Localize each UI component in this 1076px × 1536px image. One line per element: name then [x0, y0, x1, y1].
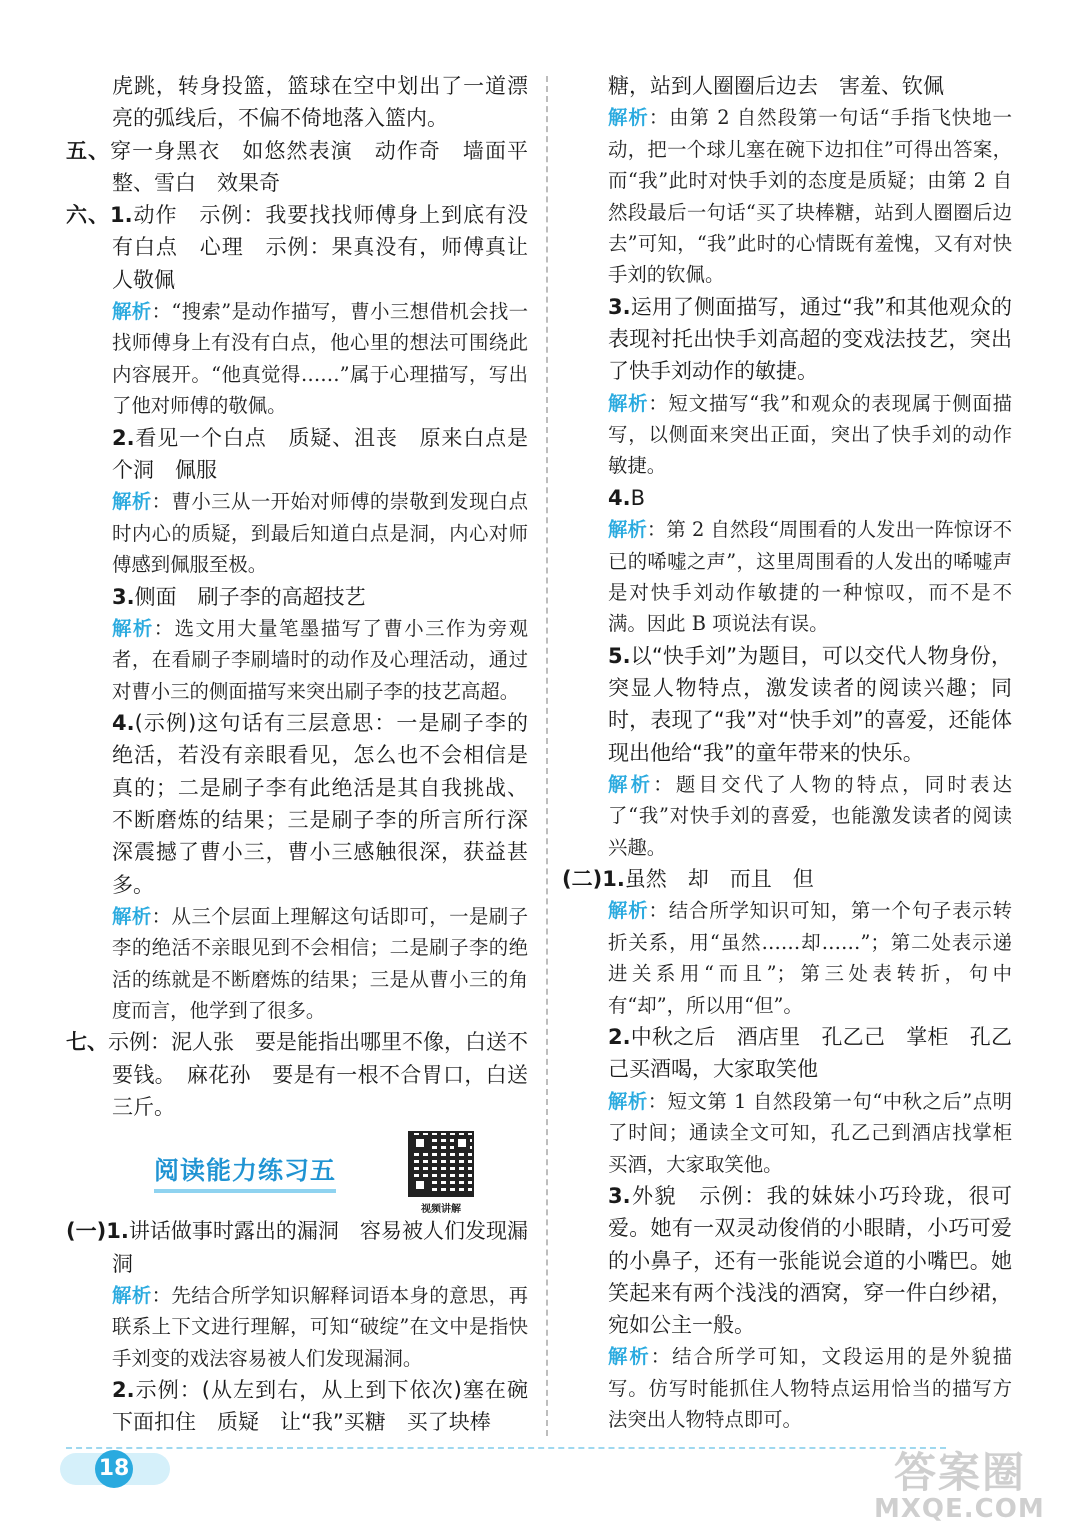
question-7-answer: 示例：泥人张 要是能指出哪里不像，白送不要钱。 麻花孙 要是有一根不合胃口，白送三斤。 — [108, 1030, 528, 1120]
question-5 — [66, 135, 528, 200]
subsection-1-question-1 — [66, 1215, 528, 1280]
question-5-answer: 穿一身黑衣 如悠然表演 动作奇 墙面平整、雪白 效果奇 — [110, 138, 529, 195]
explanation-tag: 解析 — [112, 904, 152, 928]
subsection-2-question-3-num: 3. — [608, 1183, 631, 1208]
explanation-tag: 解析 — [112, 1283, 152, 1307]
right-column — [562, 70, 1012, 1436]
explanation-6-3: 解析：选文用大量笔墨描写了曹小三作为旁观者，在看刷子李刷墙时的动作及心理活动，通过对曹小三的侧面描写来突出刷子李的技艺高超。 — [112, 616, 529, 703]
explanation-s1-1-text: 先结合所学知识解释词语本身的意思，再联系上下文进行理解，可知“破绽”在文中是指快手刘变的戏法容易被人们发现漏洞。 — [112, 1283, 529, 1370]
explanation-s1-4: 解析：第 2 自然段“周围看的人发出一阵惊讶不已的唏嘘之声”，这里周围看的人发出的唏嘘声是对快手刘动作敏捷的一种惊叹，而不是不满。因此 B 项说法有误。 — [608, 518, 1013, 636]
explanation-s1-3: 解析：短文描写“我”和观众的表现属于侧面描写，以侧面来突出正面，突出了快手刘的动作敏捷。 — [608, 391, 1013, 478]
explanation-tag: 解析 — [608, 106, 649, 130]
explanation-s2-1: 解析：结合所学知识可知，第一个句子表示转折关系，用“虽然……却……”；第二处表示递进关系用“而且”；第三处表转折，句中有“却”，所以用“但”。 — [608, 899, 1013, 1017]
question-6-4-answer: (示例)这句话有三层意思：一是刷子李的绝活，若没有亲眼看见，怎么也不会相信是真的；二是刷子李有此绝活是其自我挑战、不断磨炼的结果；三是刷子李的所言所行深深震撼了曹小三，曹小三感触很深，获益甚多。 — [112, 711, 528, 897]
explanation-s2-2-text: 短文第 1 自然段第一句“中秋之后”点明了时间；通读全文可知，孔乙己到酒店找掌柜买酒，大家取笑他。 — [608, 1089, 1012, 1176]
explanation-6-4: 解析：从三个层面上理解这句话即可，一是刷子李的绝活不亲眼见到不会相信；二是刷子李的绝活的练就是不断磨炼的结果；三是从曹小三的角度而言，他学到了很多。 — [112, 904, 529, 1023]
footer-line — [66, 1447, 946, 1449]
subsection-1-question-1-num: 1. — [106, 1219, 129, 1244]
explanation-tag: 解析 — [608, 1089, 648, 1113]
explanation-s1-5-text: 题目交代了人物的特点，同时表达了“我”对快手刘的喜爱，也能激发读者的阅读兴趣。 — [608, 772, 1013, 859]
explanation-s2-3: 解析：结合所学可知，文段运用的是外貌描写。仿写时能抓住人物特点运用恰当的描写方法突出人物特点即可。 — [608, 1345, 1013, 1432]
explanation-tag: 解析 — [608, 772, 654, 796]
question-6-4 — [66, 707, 528, 901]
explanation-s2-3-text: 结合所学可知，文段运用的是外貌描写。仿写时能抓住人物特点运用恰当的描写方法突出人物特点即可。 — [608, 1345, 1013, 1432]
watermark-url: MXQE.COM — [874, 1494, 1045, 1524]
subsection-1-question-5 — [562, 640, 1012, 769]
subsection-1-question-3 — [562, 291, 1012, 388]
subsection-1-question-3-num: 3. — [608, 294, 631, 319]
explanation-s1-1: 解析：先结合所学知识解释词语本身的意思，再联系上下文进行理解，可知“破绽”在文中是指快手刘变的戏法容易被人们发现漏洞。 — [112, 1283, 529, 1370]
subsection-1-label: (一) — [66, 1219, 107, 1244]
question-6-3-answer: 侧面 刷子李的高超技艺 — [134, 584, 366, 609]
explanation-6-2: 解析：曹小三从一开始对师傅的崇敬到发现白点时内心的质疑，到最后知道白点是洞，内心对师傅感到佩服至极。 — [112, 490, 529, 577]
qr-label: 视频讲解 — [421, 1204, 461, 1216]
explanation-tag: 解析 — [608, 1345, 651, 1369]
explanation-6-3-text: 选文用大量笔墨描写了曹小三作为旁观者，在看刷子李刷墙时的动作及心理活动，通过对曹小三的侧面描写来突出刷子李的技艺高超。 — [112, 616, 529, 703]
subsection-1-question-2-num: 2. — [112, 1378, 135, 1403]
subsection-1-question-1-answer: 讲话做事时露出的漏洞 容易被人们发现漏洞 — [112, 1219, 528, 1276]
subsection-2-question-2-answer: 中秋之后 酒店里 孔乙己 掌柜 孔乙己买酒喝，大家取笑他 — [608, 1025, 1012, 1082]
question-6-1 — [66, 199, 528, 296]
subsection-1-question-5-answer: 以“快手刘”为题目，可以交代人物身份，突显人物特点，激发读者的阅读兴趣；同时，表现了“我”对“快手刘”的喜爱，还能体现出他给“我”的童年带来的快乐。 — [608, 643, 1012, 765]
qr-finder-icon — [412, 1177, 428, 1193]
qr-finder-icon — [412, 1135, 428, 1151]
left-column — [66, 70, 528, 1439]
subsection-1-question-3-answer: 运用了侧面描写，通过“我”和其他观众的表现衬托出快手刘高超的变戏法技艺，突出了快手刘动作的敏捷。 — [608, 294, 1012, 384]
section-header — [66, 1131, 528, 1216]
page-number: 18 — [95, 1450, 133, 1488]
explanation-tag: 解析 — [112, 490, 152, 514]
explanation-6-1: 解析：“搜索”是动作描写，曹小三想借机会找一找师傅身上有没有白点，他心里的想法可围绕此内容展开。“他真觉得……”属于心理描写，写出了他对师傅的敬佩。 — [112, 300, 529, 418]
question-6-2 — [66, 422, 528, 487]
explanation-tag: 解析 — [608, 899, 649, 923]
subsection-2-question-3-answer: 外貌 示例：我的妹妹小巧玲珑，很可爱。她有一双灵动俊俏的小眼睛，小巧可爱的小鼻子，还有一张能说会道的小嘴巴。她笑起来有两个浅浅的酒窝，穿一件白纱裙，宛如公主一般。 — [608, 1183, 1012, 1338]
question-6-2-num: 2. — [112, 425, 135, 450]
watermark-logo: 答案圈 — [894, 1448, 1027, 1497]
explanation-6-1-text: “搜索”是动作描写，曹小三想借机会找一找师傅身上有没有白点，他心里的想法可围绕此内容展开。“他真觉得……”属于心理描写，写出了他对师傅的敬佩。 — [112, 300, 529, 418]
explanation-s1-2: 解析：由第 2 自然段第一句话“手指飞快地一动，把一个球儿塞在碗下边扣住”可得出答案，而“我”此时对快手刘的态度是质疑；由第 2 自然段最后一句话“买了块棒糖，站到人圈圈后边去”可知，“我”此时的心情既有羞愧，又有对快手刘的钦佩。 — [608, 106, 1013, 287]
explanation-s1-3-text: 短文描写“我”和观众的表现属于侧面描写，以侧面来突出正面，突出了快手刘的动作敏捷。 — [608, 391, 1013, 478]
section-title: 阅读能力练习五 — [154, 1151, 336, 1193]
question-6-1-answer: 动作 示例：我要找找师傅身上到底有没有白点 心理 示例：果真没有，师傅真让人敬佩 — [112, 203, 529, 292]
qr-finder-icon — [454, 1135, 470, 1151]
question-6-4-num: 4. — [112, 711, 135, 736]
explanation-s1-2-text: 由第 2 自然段第一句话“手指飞快地一动，把一个球儿塞在碗下边扣住”可得出答案，而“我”此时对快手刘的态度是质疑；由第 2 自然段最后一句话“买了块棒糖，站到人圈圈后边去”可知，“我”此时的心情既有羞愧，又有对快手刘的钦佩。 — [608, 106, 1013, 287]
explanation-s2-1-text: 结合所学知识可知，第一个句子表示转折关系，用“虽然……却……”；第二处表示递进关系用“而且”；第三处表转折，句中有“却”，所以用“但”。 — [608, 899, 1013, 1017]
explanation-tag: 解析 — [608, 391, 649, 415]
subsection-1-question-2-answer: 示例：(从左到右，从上到下依次)塞在碗下面扣住 质疑 让“我”买糖 买了块棒 — [112, 1378, 528, 1435]
subsection-2-question-1-answer: 虽然 却 而且 但 — [624, 867, 814, 892]
subsection-2-question-2-num: 2. — [608, 1025, 631, 1050]
explanation-s1-4-text: 第 2 自然段“周围看的人发出一阵惊讶不已的唏嘘之声”，这里周围看的人发出的唏嘘声是对快手刘动作敏捷的一种惊叹，而不是不满。因此 B 项说法有误。 — [608, 518, 1013, 636]
question-6-3 — [66, 581, 528, 613]
subsection-1-question-5-num: 5. — [608, 643, 631, 668]
explanation-tag: 解析 — [608, 518, 647, 542]
question-6-2-answer: 看见一个白点 质疑、沮丧 原来白点是个洞 佩服 — [112, 425, 528, 482]
subsection-1-question-2 — [66, 1374, 528, 1439]
subsection-2-question-1 — [562, 863, 1012, 895]
watermark — [868, 1440, 1068, 1530]
question-6-label: 六、 — [66, 203, 110, 228]
question-7 — [66, 1026, 528, 1123]
qr-code-icon[interactable] — [408, 1131, 474, 1197]
subsection-1-question-4 — [562, 482, 1012, 514]
explanation-tag: 解析 — [112, 300, 152, 324]
subsection-1-question-4-answer: B — [630, 485, 646, 510]
subsection-2-label: (二) — [562, 867, 603, 892]
subsection-2-question-3 — [562, 1180, 1012, 1341]
subsection-2-question-2 — [562, 1021, 1012, 1086]
explanation-tag: 解析 — [112, 616, 154, 640]
explanation-s1-5: 解析：题目交代了人物的特点，同时表达了“我”对快手刘的喜爱，也能激发读者的阅读兴趣。 — [608, 772, 1013, 859]
column-divider — [546, 76, 548, 1436]
question-6-3-num: 3. — [112, 584, 135, 609]
subsection-2-question-1-num: 1. — [602, 867, 625, 892]
subsection-1-question-4-num: 4. — [608, 485, 631, 510]
question-6-1-num: 1. — [109, 203, 133, 228]
answer-continued: 虎跳，转身投篮，篮球在空中划出了一道漂亮的弧线后，不偏不倚地落入篮内。 — [112, 74, 528, 131]
explanation-6-4-text: 从三个层面上理解这句话即可，一是刷子李的绝活不亲眼见到不会相信；二是刷子李的绝活的练就是不断磨炼的结果；三是从曹小三的角度而言，他学到了很多。 — [112, 904, 529, 1023]
question-5-label: 五、 — [66, 138, 111, 163]
question-7-label: 七、 — [66, 1030, 108, 1055]
explanation-s2-2: 解析：短文第 1 自然段第一句“中秋之后”点明了时间；通读全文可知，孔乙己到酒店找掌柜买酒，大家取笑他。 — [608, 1089, 1012, 1176]
answer-continued-right: 糖，站到人圈圈后边去 害羞、钦佩 — [608, 74, 944, 98]
explanation-6-2-text: 曹小三从一开始对师傅的崇敬到发现白点时内心的质疑，到最后知道白点是洞，内心对师傅感到佩服至极。 — [112, 490, 529, 577]
